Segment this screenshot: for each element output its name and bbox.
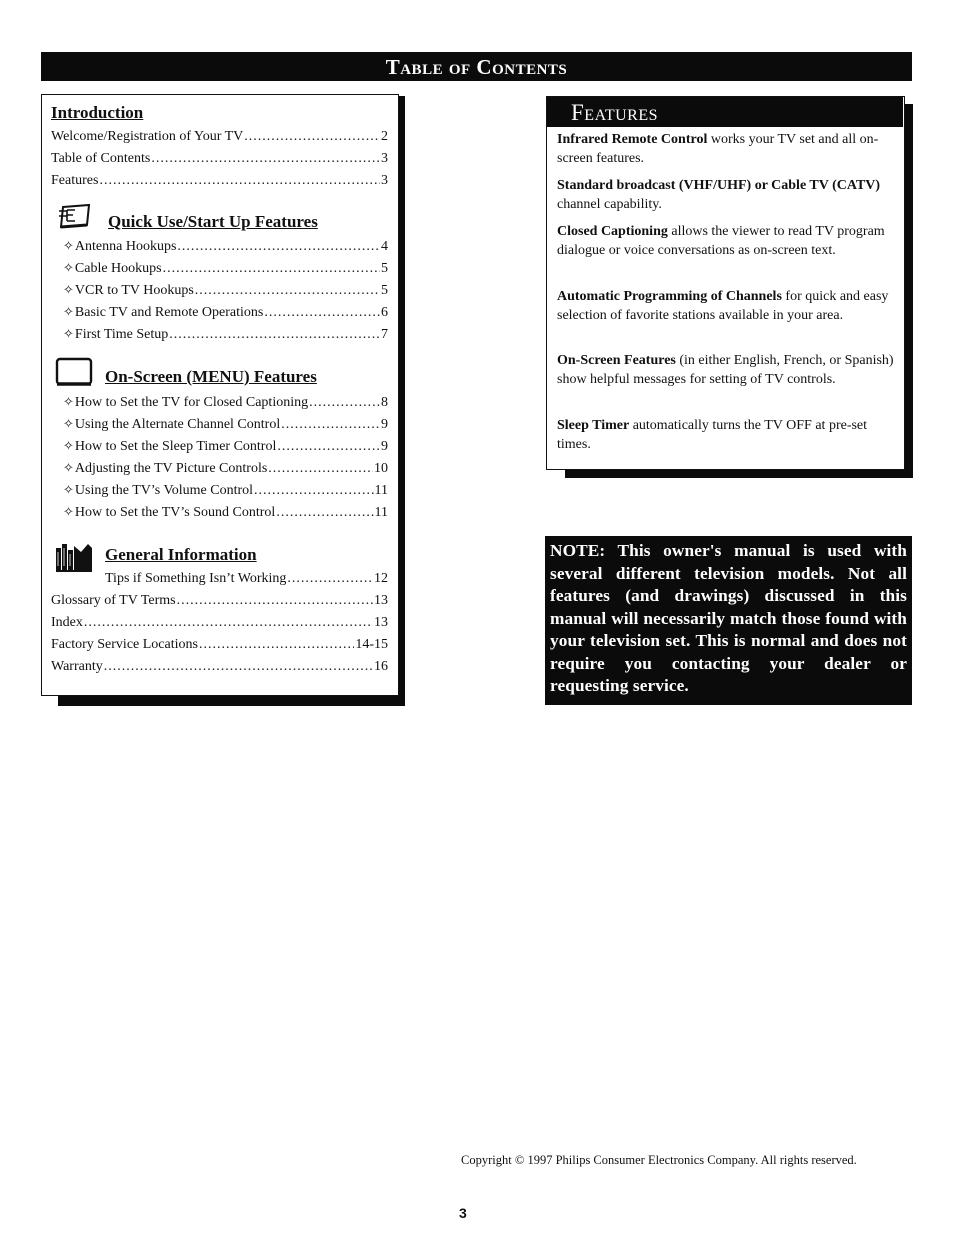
toc-entry-page: 5 xyxy=(381,283,388,298)
toc-leader-dots xyxy=(84,612,373,634)
toc-entry-page: 6 xyxy=(381,305,388,320)
toc-entry[interactable] xyxy=(51,656,388,678)
toc-leader-dots xyxy=(264,302,380,324)
toc-leader-dots xyxy=(177,590,373,612)
toc-entry-label: How to Set the Sleep Timer Control xyxy=(74,439,277,454)
toc-general-heading: General Information xyxy=(105,545,257,564)
toc-entry-page: 3 xyxy=(381,151,388,166)
feature-paragraph: Infrared Remote Control works your TV set and all on-screen features. xyxy=(557,132,879,166)
toc-entry[interactable] xyxy=(51,612,388,634)
feature-paragraph: Sleep Timer automatically turns the TV OFF at pre-set times. xyxy=(557,418,868,452)
toc-entry[interactable] xyxy=(105,568,388,590)
toc-onscreen-list xyxy=(63,391,388,523)
toc-entry[interactable] xyxy=(63,435,388,457)
page-number: 3 xyxy=(459,1205,467,1221)
toc-entry[interactable] xyxy=(51,126,388,148)
diamond-bullet-icon: ✧ xyxy=(63,482,74,497)
toc-entry-label: Using the Alternate Channel Control xyxy=(74,417,281,432)
feature-paragraph: Closed Captioning allows the viewer to read TV program dialogue or voice conversations as on-screen text. xyxy=(557,224,885,258)
toc-entry-page: 5 xyxy=(381,261,388,276)
toc-entry[interactable] xyxy=(63,279,388,301)
diamond-bullet-icon: ✧ xyxy=(63,238,74,253)
toc-entry-page: 3 xyxy=(381,173,388,188)
books-icon xyxy=(54,538,94,577)
toc-leader-dots xyxy=(281,414,380,436)
toc-leader-dots xyxy=(163,258,380,280)
diamond-bullet-icon: ✧ xyxy=(63,304,74,319)
toc-onscreen-heading: On-Screen (MENU) Features xyxy=(105,367,317,386)
toc-entry-page: 12 xyxy=(374,571,388,586)
toc-leader-dots xyxy=(277,436,380,458)
toc-entry-label: Index xyxy=(51,615,83,630)
feature-paragraph: On-Screen Features (in either English, French, or Spanish) show helpful messages for setting of TV controls. xyxy=(557,353,894,387)
toc-general-list xyxy=(51,590,388,678)
features-box xyxy=(546,96,905,470)
toc-entry-page: 2 xyxy=(381,129,388,144)
toc-entry-label: How to Set the TV’s Sound Control xyxy=(74,505,276,520)
diamond-bullet-icon: ✧ xyxy=(63,282,74,297)
toc-entry[interactable] xyxy=(63,391,388,413)
toc-leader-dots xyxy=(287,568,373,590)
toc-leader-dots xyxy=(104,656,373,678)
toc-entry-page: 11 xyxy=(374,505,388,520)
toc-leader-dots xyxy=(276,502,373,524)
toc-leader-dots xyxy=(309,392,380,414)
feature-paragraph: Standard broadcast (VHF/UHF) or Cable TV (CATV) channel capability. xyxy=(557,178,881,212)
toc-entry[interactable] xyxy=(51,634,388,656)
toc-entry-page: 13 xyxy=(374,615,388,630)
toc-leader-dots xyxy=(268,458,373,480)
toc-introduction-list xyxy=(51,126,388,192)
note-box xyxy=(545,536,912,705)
page-title-banner xyxy=(41,52,912,81)
toc-entry[interactable] xyxy=(63,479,388,501)
toc-leader-dots xyxy=(199,634,354,656)
toc-entry-page: 13 xyxy=(374,593,388,608)
toc-box xyxy=(41,94,399,696)
diamond-bullet-icon: ✧ xyxy=(63,460,74,475)
toc-entry-page: 10 xyxy=(374,461,388,476)
toc-leader-dots xyxy=(99,170,380,192)
tv-screen-icon xyxy=(55,357,95,392)
copyright-text: Copyright © 1997 Philips Consumer Electronics Company. All rights reserved. xyxy=(461,1153,857,1167)
toc-entry[interactable] xyxy=(63,501,388,523)
toc-entry[interactable] xyxy=(63,257,388,279)
toc-entry[interactable] xyxy=(63,413,388,435)
toc-entry-label: Basic TV and Remote Operations xyxy=(74,305,264,320)
diamond-bullet-icon: ✧ xyxy=(63,326,74,341)
toc-entry-page: 14-15 xyxy=(355,637,388,652)
toc-quick-use-heading: Quick Use/Start Up Features xyxy=(108,212,318,231)
toc-entry[interactable] xyxy=(51,170,388,192)
toc-entry-page: 7 xyxy=(381,327,388,342)
toc-entry[interactable] xyxy=(63,323,388,345)
toc-leader-dots xyxy=(195,280,380,302)
toc-entry[interactable] xyxy=(63,301,388,323)
toc-entry-page: 9 xyxy=(381,439,388,454)
toc-entry-label: Factory Service Locations xyxy=(51,637,198,652)
page-title: Table of Contents xyxy=(385,55,568,79)
toc-leader-dots xyxy=(254,480,373,502)
toc-entry-page: 9 xyxy=(381,417,388,432)
diamond-bullet-icon: ✧ xyxy=(63,260,74,275)
toc-entry-page: 4 xyxy=(381,239,388,254)
toc-leader-dots xyxy=(169,324,380,346)
toc-leader-dots xyxy=(151,148,380,170)
toc-entry-label: First Time Setup xyxy=(74,327,169,342)
toc-quick-use-list xyxy=(63,235,388,345)
toc-introduction-heading: Introduction xyxy=(51,103,144,122)
toc-entry-label: Table of Contents xyxy=(51,151,151,166)
toc-entry-label: Antenna Hookups xyxy=(74,239,177,254)
toc-entry-label: Welcome/Registration of Your TV xyxy=(51,129,244,144)
toc-entry[interactable] xyxy=(63,235,388,257)
toc-entry-page: 16 xyxy=(374,659,388,674)
toc-entry-label: Tips if Something Isn’t Working xyxy=(105,571,287,586)
note-text: NOTE: This owner's manual is used with several different television models. Not all features (and drawings) discussed in this manual will necessarily match those found with your television set. This is normal and does not require you contacting your dealer or requesting service. xyxy=(550,541,907,695)
diamond-bullet-icon: ✧ xyxy=(63,504,74,519)
toc-entry-label: VCR to TV Hookups xyxy=(74,283,194,298)
diamond-bullet-icon: ✧ xyxy=(63,438,74,453)
toc-entry-label: Using the TV’s Volume Control xyxy=(74,483,254,498)
toc-leader-dots xyxy=(177,236,380,258)
toc-entry[interactable] xyxy=(63,457,388,479)
toc-general-list-indented xyxy=(105,568,388,590)
toc-entry-label: Warranty xyxy=(51,659,103,674)
features-title: Features xyxy=(547,97,903,127)
diamond-bullet-icon: ✧ xyxy=(63,416,74,431)
toc-entry-label: How to Set the TV for Closed Captioning xyxy=(74,395,309,410)
feature-paragraph: Automatic Programming of Channels for quick and easy selection of favorite stations available in your area. xyxy=(557,289,889,323)
quick-start-book-icon xyxy=(57,203,95,236)
toc-entry-label: Cable Hookups xyxy=(74,261,162,276)
toc-entry-label: Glossary of TV Terms xyxy=(51,593,176,608)
toc-entry-label: Adjusting the TV Picture Controls xyxy=(74,461,268,476)
toc-entry[interactable] xyxy=(51,590,388,612)
toc-entry[interactable] xyxy=(51,148,388,170)
toc-entry-page: 11 xyxy=(374,483,388,498)
toc-entry-label: Features xyxy=(51,173,99,188)
toc-leader-dots xyxy=(244,126,380,148)
toc-entry-page: 8 xyxy=(381,395,388,410)
diamond-bullet-icon: ✧ xyxy=(63,394,74,409)
